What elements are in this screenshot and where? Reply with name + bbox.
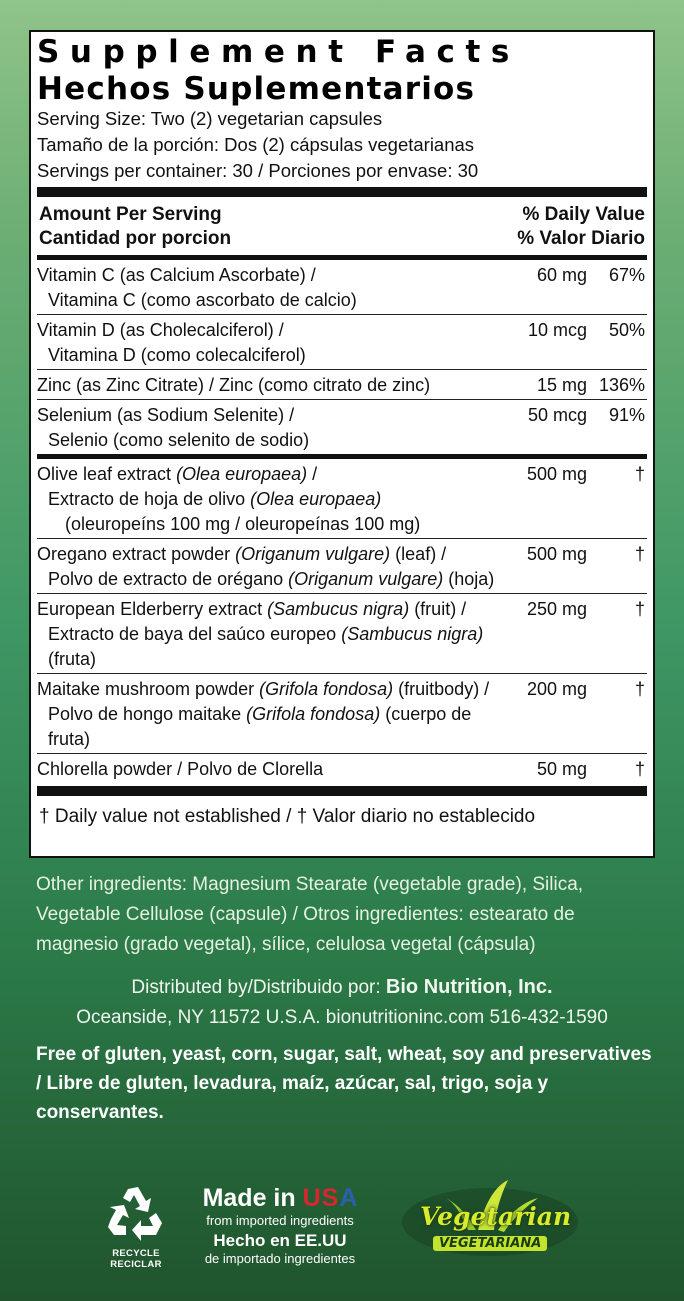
- nutrient-name-en: European Elderberry extract (Sambucus nigra) (fruit) /: [37, 599, 467, 619]
- recycle-label-en: RECYCLE: [112, 1248, 160, 1259]
- recycle-label-es: RECICLAR: [110, 1259, 162, 1270]
- made-in-usa-line: Made in USA: [202, 1184, 358, 1212]
- nutrient-name-en: Selenium (as Sodium Selenite) /: [37, 405, 295, 425]
- nutrient-name-es: Vitamina D (como colecalciferol): [48, 345, 306, 365]
- nutrient-daily-value: 136%: [598, 375, 645, 395]
- nutrient-name: [37, 542, 497, 592]
- imported-es: de importado ingredientes: [204, 1251, 356, 1266]
- nutrient-daily-value: †: [634, 679, 645, 699]
- nutrient-name: [37, 263, 497, 313]
- nutrient-name-en: Vitamin D (as Cholecalciferol) /: [37, 320, 284, 340]
- recycle-icon: [104, 1183, 168, 1243]
- distributor-line: [0, 972, 684, 1003]
- serving-size-en: Serving Size: Two (2) vegetarian capsules: [37, 108, 383, 129]
- nutrient-name: [37, 373, 497, 398]
- made-in-es: Hecho en EE.UU: [213, 1231, 347, 1250]
- nutrient-amount: 200 mg: [526, 679, 587, 699]
- nutrient-name: [37, 597, 497, 672]
- nutrient-row-olive-leaf: [37, 459, 647, 538]
- divider-thick: [37, 187, 647, 197]
- nutrient-daily-value: †: [634, 599, 645, 619]
- nutrient-name: [37, 403, 497, 453]
- nutrient-name: [37, 757, 497, 782]
- divider-thick: [37, 786, 647, 796]
- nutrient-daily-value: †: [634, 759, 645, 779]
- nutrient-name-es: Vitamina C (como ascorbato de calcio): [48, 290, 357, 310]
- daily-value-header-es: % Valor Diario: [517, 228, 645, 249]
- nutrient-daily-value: 67%: [608, 265, 645, 285]
- nutrient-name-es: Extracto de baya del saúco europeo (Sambucus nigra) (fruta): [48, 624, 484, 669]
- nutrient-daily-value: 50%: [608, 320, 645, 340]
- nutrient-name: [37, 677, 497, 752]
- nutrient-amount: 10 mcg: [527, 320, 587, 340]
- distributor-info: [0, 972, 684, 1033]
- nutrient-name-es: Polvo de hongo maitake (Grifola fondosa) (cuerpo de fruta): [48, 704, 472, 749]
- vegetarian-text: Vegetarian: [420, 1202, 572, 1231]
- free-of-statement: Free of gluten, yeast, corn, sugar, salt, wheat, soy and preservatives / Libre de gluten, levadura, maíz, azúcar, sal, trigo, soja y conservantes.: [36, 1044, 652, 1123]
- amount-header: [39, 203, 231, 251]
- nutrient-amount: 500 mg: [526, 544, 587, 564]
- nutrient-name-en: Chlorella powder / Polvo de Clorella: [37, 759, 324, 779]
- distributor-label: Distributed by/Distribuido por:: [131, 977, 386, 998]
- vegetariana-text: VEGETARIANA: [433, 1236, 547, 1251]
- nutrient-amount: 50 mg: [536, 759, 587, 779]
- panel-title-es: Hechos Suplementarios: [37, 71, 476, 107]
- nutrient-standardization: (oleuropeíns 100 mg / oleuropeínas 100 mg): [65, 514, 421, 534]
- nutrient-name-es: Extracto de hoja de olivo (Olea europaea): [48, 489, 382, 509]
- nutrient-amount: 15 mg: [536, 375, 587, 395]
- amount-header-en: Amount Per Serving: [39, 204, 222, 225]
- amount-header-es: Cantidad por porcion: [39, 228, 232, 249]
- nutrient-daily-value: †: [634, 464, 645, 484]
- nutrient-name: [37, 462, 497, 537]
- distributor-address: Oceanside, NY 11572 U.S.A. bionutritioninc.com 516-432-1590: [76, 1007, 608, 1028]
- nutrient-row-elderberry: [37, 593, 647, 673]
- vegetarian-logo: [398, 1180, 588, 1270]
- nutrient-name-en: Zinc (as Zinc Citrate) / Zinc (como citrato de zinc): [37, 375, 431, 395]
- supplement-facts-panel: [29, 30, 655, 858]
- nutrient-name-en: Vitamin C (as Calcium Ascorbate) /: [37, 265, 316, 285]
- nutrient-row-chlorella: [37, 753, 647, 783]
- other-ingredients: Other ingredients: Magnesium Stearate (vegetable grade), Silica, Vegetable Cellulose (capsule) / Otros ingredientes: estearato de magnesio (grado vegetal), sílice, celulosa vegetal (cápsula): [36, 874, 584, 955]
- imported-en: from imported ingredients: [206, 1213, 354, 1228]
- nutrient-amount: 60 mg: [536, 265, 587, 285]
- nutrient-row-vitamin-c: [37, 260, 647, 314]
- nutrient-name-en: Oregano extract powder (Origanum vulgare) (leaf) /: [37, 544, 447, 564]
- nutrient-row-oregano: [37, 538, 647, 593]
- nutrient-row-selenium: [37, 399, 647, 454]
- herbal-list: [37, 459, 647, 783]
- nutrient-name: [37, 318, 497, 368]
- daily-value-header-en: % Daily Value: [522, 204, 645, 225]
- daily-value-header: [517, 203, 645, 251]
- nutrient-name-es: Polvo de extracto de orégano (Origanum vulgare) (hoja): [48, 569, 495, 589]
- daily-value-footnote: † Daily value not established / † Valor diario no establecido: [39, 806, 536, 827]
- nutrient-name-en: Olive leaf extract (Olea europaea) /: [37, 464, 318, 484]
- column-header: [37, 197, 647, 255]
- serving-size-es: Tamaño de la porción: Dos (2) cápsulas vegetarianas: [37, 134, 475, 155]
- servings-per-container: Servings per container: 30 / Porciones por envase: 30: [37, 160, 479, 181]
- nutrient-amount: 250 mg: [526, 599, 587, 619]
- nutrient-amount: 500 mg: [526, 464, 587, 484]
- panel-title-en: Supplement Facts: [37, 34, 520, 70]
- nutrient-row-vitamin-d: [37, 314, 647, 369]
- nutrient-amount: 50 mcg: [527, 405, 587, 425]
- nutrient-name-en: Maitake mushroom powder (Grifola fondosa) (fruitbody) /: [37, 679, 490, 699]
- nutrient-daily-value: 91%: [608, 405, 645, 425]
- nutrient-row-zinc: [37, 369, 647, 399]
- nutrient-row-maitake: [37, 673, 647, 753]
- recycle-logo: [100, 1183, 172, 1270]
- vitamin-list: [37, 260, 647, 454]
- nutrient-daily-value: †: [634, 544, 645, 564]
- distributor-name: Bio Nutrition, Inc.: [385, 976, 553, 998]
- nutrient-name-es: Selenio (como selenito de sodio): [48, 430, 310, 450]
- made-in-usa-logo: [190, 1183, 370, 1267]
